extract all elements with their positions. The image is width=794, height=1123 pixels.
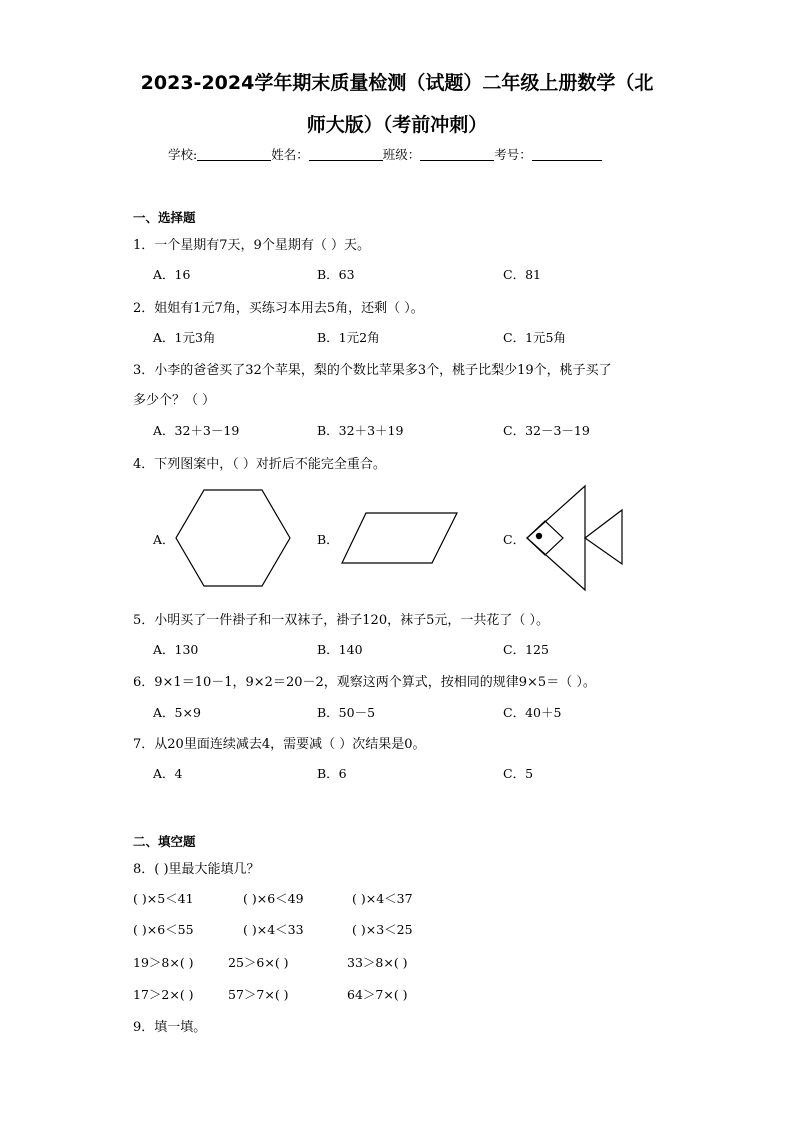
q8-row1-item3: ( )×4＜37 — [352, 891, 413, 906]
school-blank — [197, 148, 271, 161]
name-label: 姓名： — [271, 147, 309, 162]
q5-option-b: B．140 — [317, 642, 363, 657]
q1-option-b: B．63 — [317, 267, 355, 282]
page-title-line2: 师大版）（考前冲刺） — [306, 114, 488, 136]
question-1: 1．一个星期有7天，9个星期有（ ）天。 — [133, 238, 370, 253]
q7-option-c: C．5 — [503, 766, 534, 781]
q3-option-b: B．32＋3＋19 — [317, 423, 404, 438]
q8-row4-item3: 64＞7×( ) — [347, 987, 408, 1002]
q7-option-a: A．4 — [153, 766, 183, 781]
q8-row3-item3: 33＞8×( ) — [347, 955, 408, 970]
q6-option-b: B．50－5 — [317, 705, 376, 720]
name-blank — [309, 148, 383, 161]
q8-row1-item1: ( )×5＜41 — [133, 891, 194, 906]
q2-option-b: B．1元2角 — [317, 330, 380, 345]
exam-number-blank — [532, 148, 602, 161]
question-9: 9．填一填。 — [133, 1020, 207, 1035]
q5-option-a: A．130 — [153, 642, 199, 657]
section-heading-choice: 一、选择题 — [133, 210, 196, 225]
question-6: 6．9×1＝10－1，9×2＝20－2，观察这两个算式，按相同的规律9×5＝（ ）。 — [133, 675, 596, 690]
q8-row2-item1: ( )×6＜55 — [133, 922, 194, 937]
question-7: 7．从20里面连续减去4，需要减（ ）次结果是0。 — [133, 737, 426, 752]
class-label: 班级： — [382, 147, 421, 162]
q2-option-c: C．1元5角 — [503, 330, 566, 345]
q7-option-b: B．6 — [317, 766, 347, 781]
q8-row3-item2: 25＞6×( ) — [228, 955, 289, 970]
fish-figure — [523, 484, 627, 592]
q1-option-c: C．81 — [503, 267, 541, 282]
school-label: 学校: — [168, 147, 198, 162]
q3-option-c: C．32－3－19 — [503, 423, 590, 438]
q3-option-a: A．32＋3－19 — [153, 423, 240, 438]
q8-row2-item2: ( )×4＜33 — [243, 922, 304, 937]
q8-row3-item1: 19＞8×( ) — [133, 955, 194, 970]
q4-option-a: A． — [153, 532, 175, 547]
q5-option-c: C．125 — [503, 642, 549, 657]
q1-option-a: A．16 — [153, 267, 191, 282]
student-info-line — [168, 145, 602, 163]
q8-row2-item3: ( )×3＜25 — [352, 922, 413, 937]
question-3: 3．小李的爸爸买了32个苹果，梨的个数比苹果多3个，桃子比梨少19个，桃子买了 — [133, 363, 612, 378]
q8-row4-item1: 17＞2×( ) — [133, 987, 194, 1002]
question-5: 5．小明买了一件褂子和一双袜子，褂子120，袜子5元，一共花了（ ）。 — [133, 613, 549, 628]
q2-option-a: A．1元3角 — [153, 330, 216, 345]
class-blank — [420, 148, 494, 161]
question-8: 8．( )里最大能填几？ — [133, 862, 260, 877]
q6-option-c: C．40＋5 — [503, 705, 562, 720]
parallelogram-figure — [340, 511, 460, 565]
q8-row4-item2: 57＞7×( ) — [228, 987, 289, 1002]
question-2: 2．姐姐有1元7角，买练习本用去5角，还剩（ ）。 — [133, 301, 424, 316]
q6-option-a: A．5×9 — [153, 705, 201, 720]
question-3-line2: 多少个？（ ） — [133, 393, 216, 408]
q8-row1-item2: ( )×6＜49 — [243, 891, 304, 906]
question-4: 4．下列图案中，（ ）对折后不能完全重合。 — [133, 457, 386, 472]
page-title-line1: 2023-2024学年期末质量检测（试题）二年级上册数学（北 — [140, 72, 654, 94]
exam-number-label: 考号： — [494, 147, 532, 162]
section-heading-fill: 二、填空题 — [133, 834, 196, 849]
q4-option-b: B． — [317, 532, 339, 547]
fish-eye — [536, 533, 542, 539]
q4-option-c: C． — [503, 532, 526, 547]
hexagon-figure — [174, 488, 292, 588]
